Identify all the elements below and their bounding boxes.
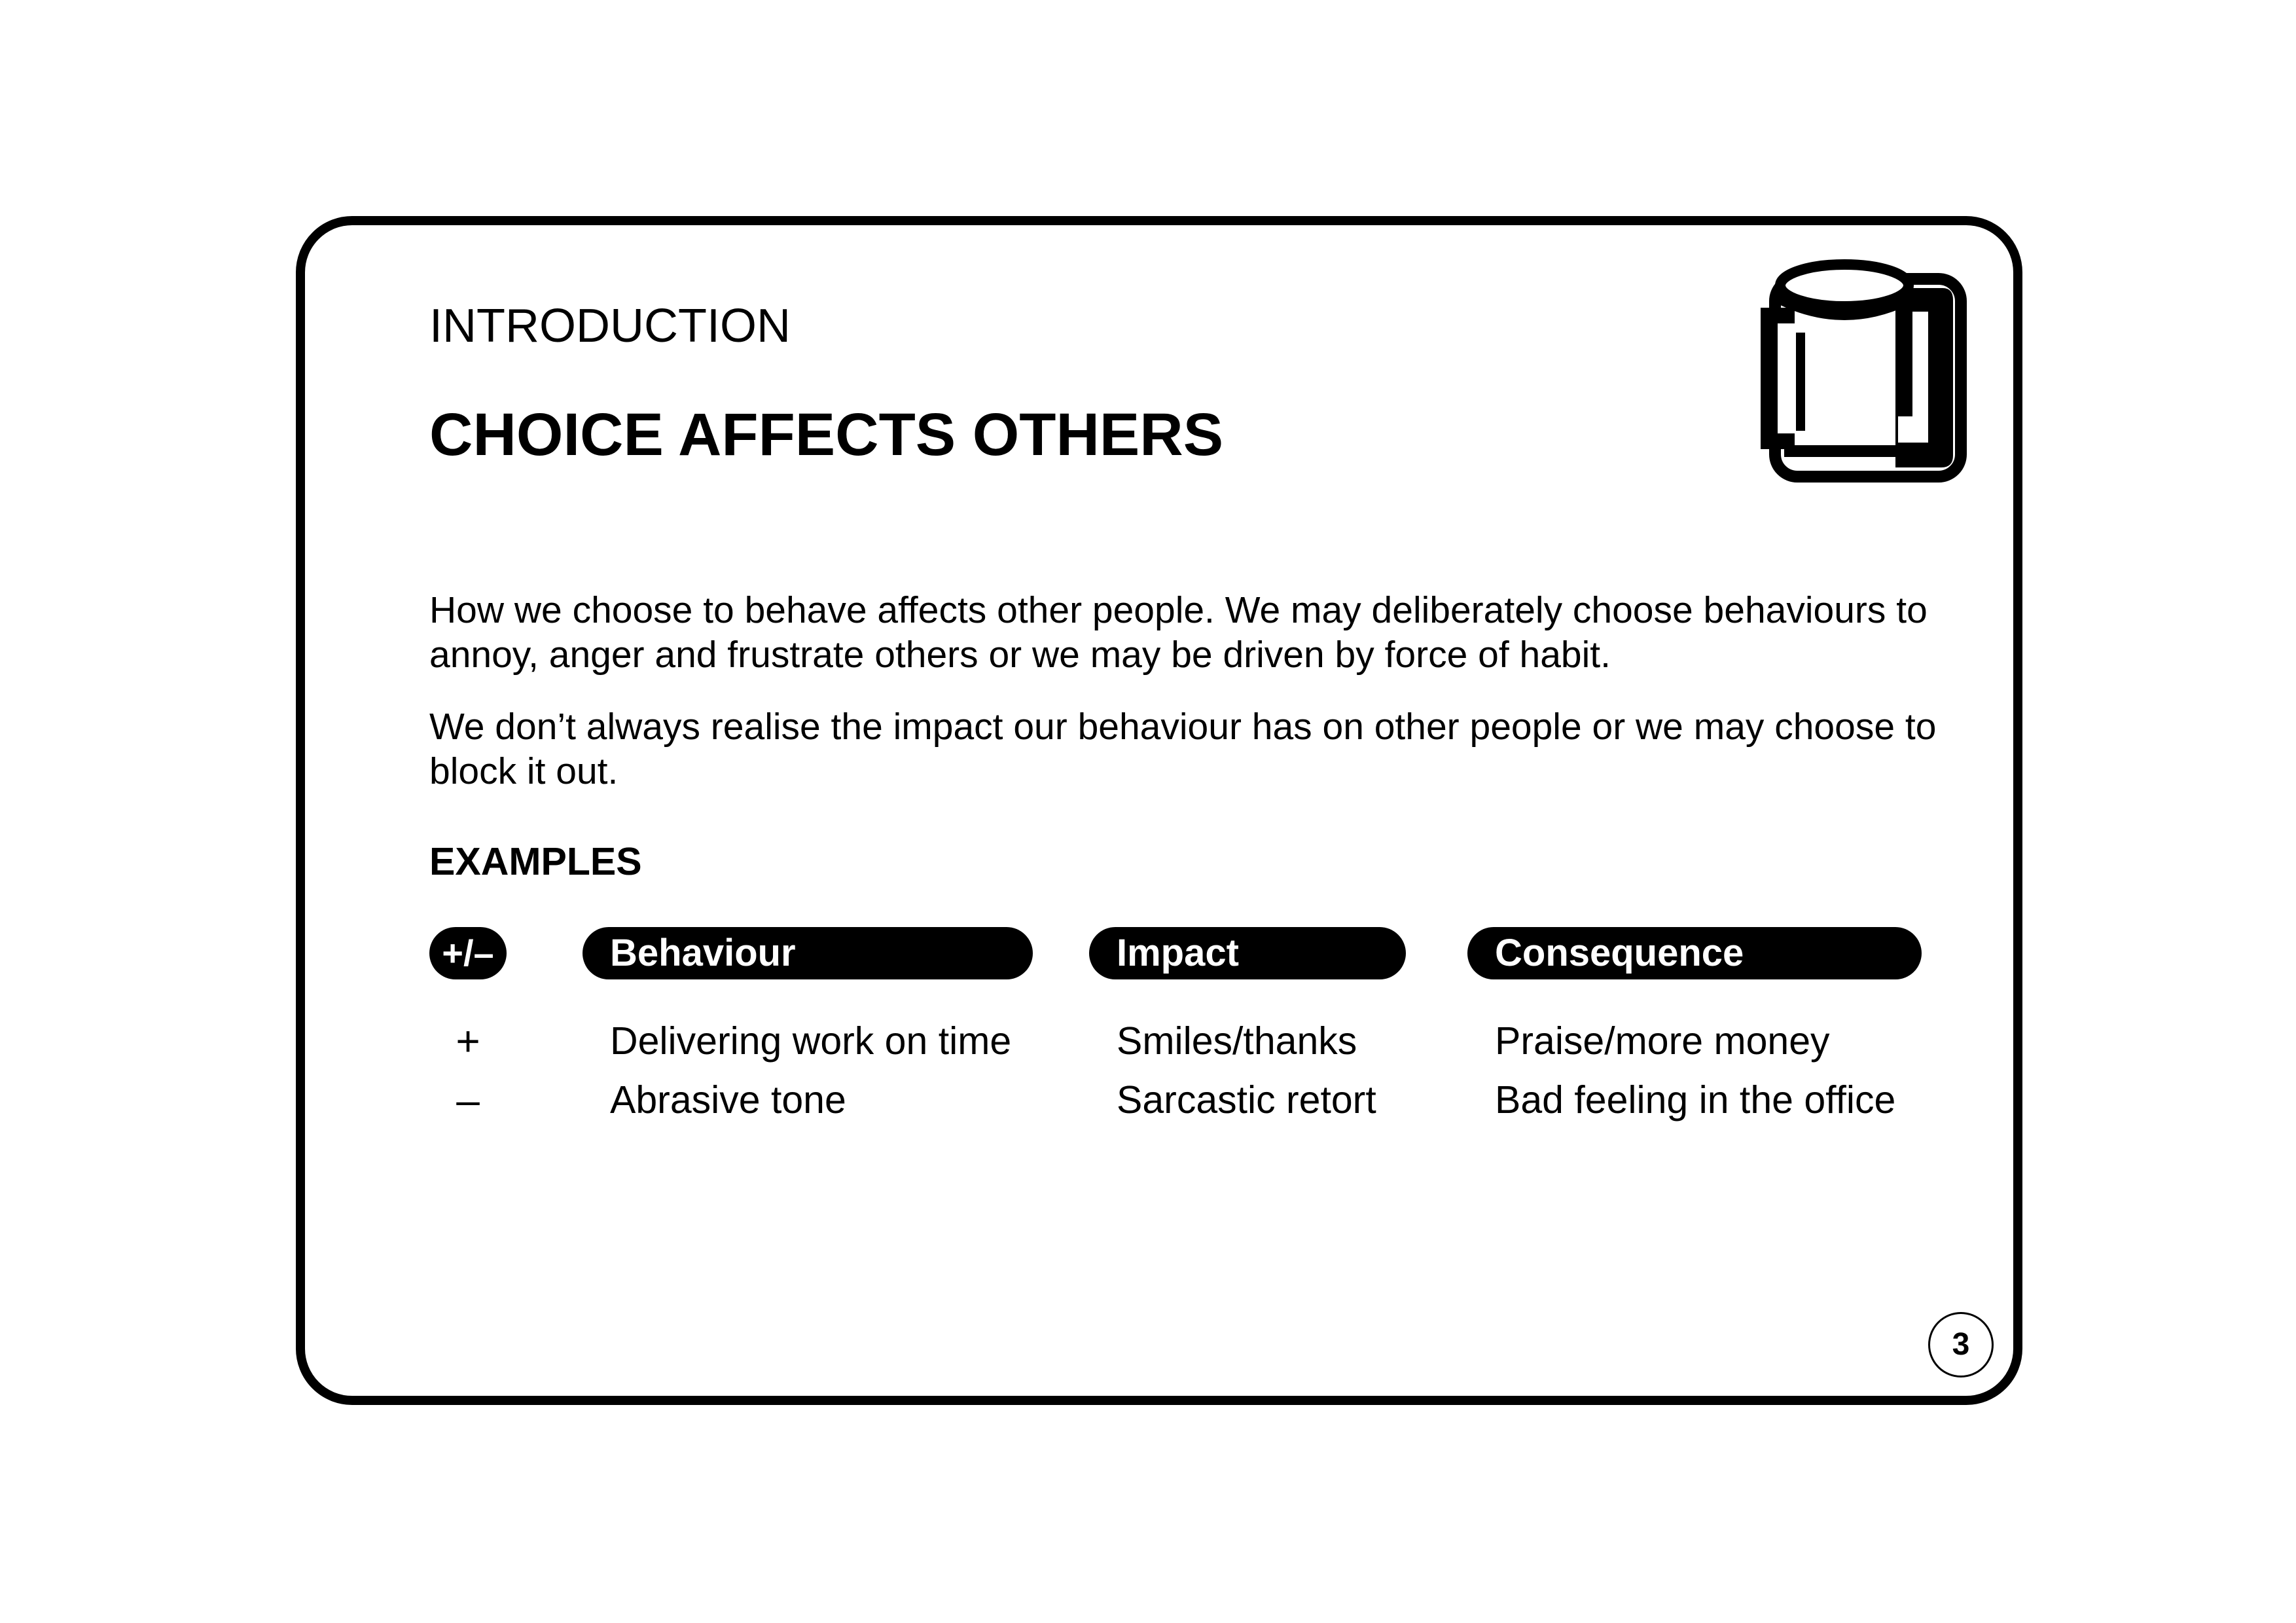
example-row-1-sign: + bbox=[456, 1017, 480, 1065]
column-header-impact: Impact bbox=[1089, 927, 1406, 979]
example-row-2-impact: Sarcastic retort bbox=[1117, 1078, 1376, 1122]
jar-icon bbox=[1758, 259, 1970, 486]
column-header-consequence: Consequence bbox=[1467, 927, 1922, 979]
example-row-1-consequence: Praise/more money bbox=[1495, 1019, 1830, 1063]
section-label: INTRODUCTION bbox=[429, 300, 791, 352]
column-header-behaviour: Behaviour bbox=[583, 927, 1033, 979]
example-row-2-sign: – bbox=[456, 1076, 480, 1123]
column-header-sign: +/– bbox=[429, 927, 507, 979]
example-row-1-impact: Smiles/thanks bbox=[1117, 1019, 1357, 1063]
examples-heading: EXAMPLES bbox=[429, 840, 642, 883]
example-row-1-behaviour: Delivering work on time bbox=[610, 1019, 1012, 1063]
intro-paragraph-1: How we choose to behave affects other people. We may deliberately choose behaviours to annoy, anger and frustrate others or we may be driven by force of habit. bbox=[429, 589, 1928, 676]
intro-paragraph-2: We don’t always realise the impact our behaviour has on other people or we may choose to block it out. bbox=[429, 706, 1937, 792]
page-number: 3 bbox=[1928, 1312, 1994, 1377]
example-row-2-consequence: Bad feeling in the office bbox=[1495, 1078, 1896, 1122]
example-row-2-behaviour: Abrasive tone bbox=[610, 1078, 846, 1122]
page-title: CHOICE AFFECTS OTHERS bbox=[429, 401, 1224, 468]
